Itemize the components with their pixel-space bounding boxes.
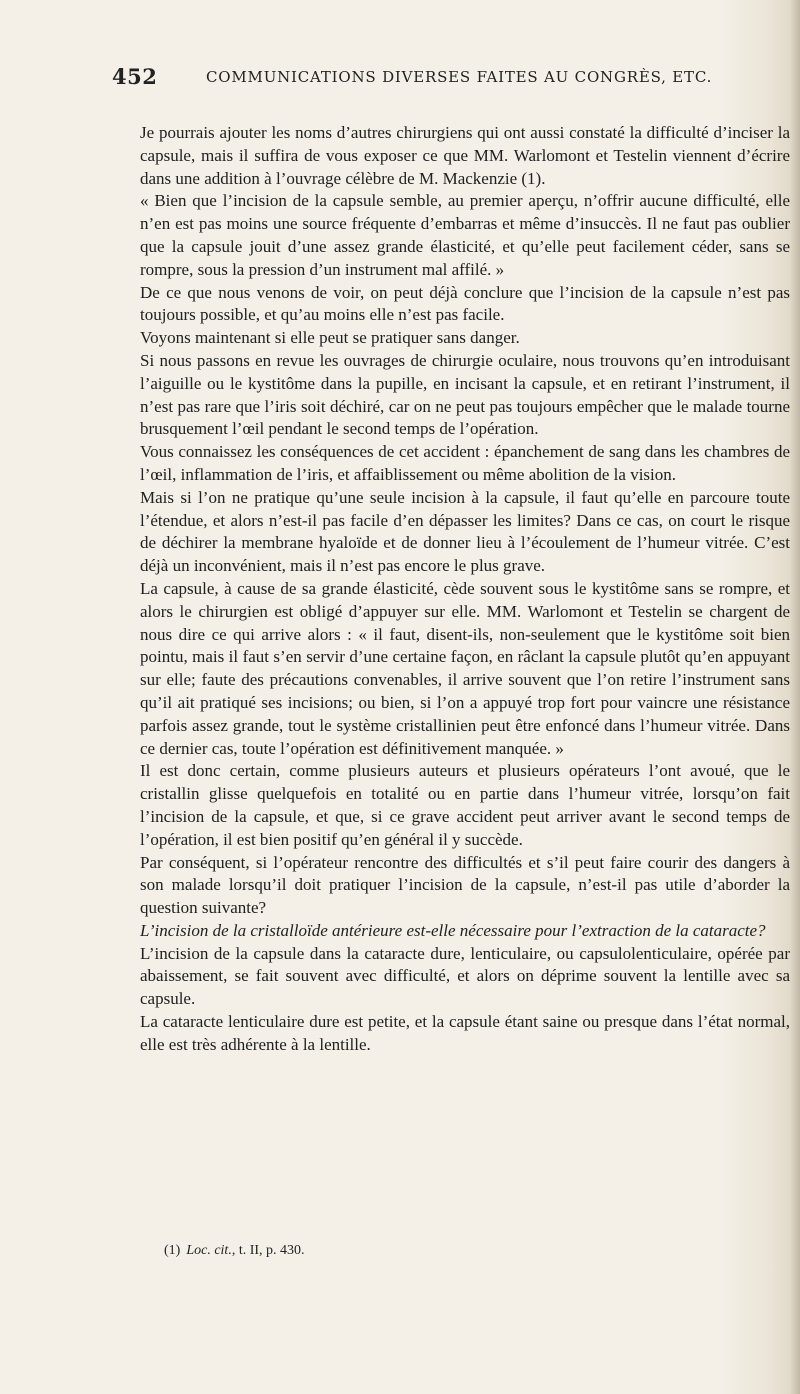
paragraph: L’incision de la capsule dans la cataracte dure, lenticulaire, ou capsulolenticulaire, opérée par abaissement, se fait souvent avec difficulté, et alors on déprime souvent la lentille avec sa capsule. bbox=[140, 943, 790, 1009]
page-edge-shadow bbox=[790, 0, 800, 1394]
paragraph: Mais si l’on ne pratique qu’une seule incision à la capsule, il faut qu’elle en parcoure toute l’étendue, et alors n’est-il pas facile d’en dépasser les limites? Dans ce cas, on court le risque de déchirer la membrane hyaloïde et de donner lieu à l’écoulement de l’humeur vitrée. C’est déjà un inconvénient, mais il n’est pas encore le plus grave. bbox=[140, 487, 790, 576]
paragraph: De ce que nous venons de voir, on peut déjà conclure que l’incision de la capsule n’est pas toujours possible, et qu’au moins elle n’est pas facile. bbox=[140, 282, 790, 325]
section-question: L’incision de la cristalloïde antérieure est-elle nécessaire pour l’extraction de la cataracte? bbox=[140, 920, 766, 940]
footnote-ref: Loc. cit. bbox=[186, 1243, 232, 1258]
body-text bbox=[140, 122, 790, 1057]
footnote-text: , t. II, p. 430. bbox=[231, 1243, 305, 1258]
paragraph: Voyons maintenant si elle peut se pratiquer sans danger. bbox=[140, 328, 520, 348]
running-head: COMMUNICATIONS DIVERSES FAITES AU CONGRÈS, ETC. bbox=[206, 68, 713, 86]
page-header bbox=[112, 64, 713, 92]
footnote bbox=[164, 1243, 305, 1259]
paragraph: Je pourrais ajouter les noms d’autres chirurgiens qui ont aussi constaté la difficulté d’inciser la capsule, mais il suffira de vous exposer ce que MM. Warlomont et Testelin viennent d’écrire dans une addition à l’ouvrage célèbre de M. Mackenzie (1). bbox=[140, 123, 790, 188]
paragraph: « Bien que l’incision de la capsule semble, au premier aperçu, n’offrir aucune difficulté, elle n’en est pas moins une source fréquente d’embarras et même d’insuccès. Il ne faut pas oublier que la capsule jouit d’une assez grande élasticité, et qu’elle peut facilement céder, sans se rompre, sous la pression d’un instrument mal affilé. » bbox=[140, 191, 790, 279]
footnote-mark: (1) bbox=[164, 1243, 181, 1258]
paragraph: La capsule, à cause de sa grande élasticité, cède souvent sous le kystitôme sans se rompre, et alors le chirurgien est obligé d’appuyer sur elle. MM. Warlomont et Testelin se chargent de nous dire ce qui arrive alors : « il faut, disent-ils, non-seulement que le kystitôme soit bien pointu, mais il faut s’en servir d’une certaine façon, en râclant la capsule plutôt qu’en appuyant sur elle; faute des précautions convenables, il arrive souvent que l’on retire l’instrument sans qu’il ait pratiqué ses incisions; ou bien, si l’on a appuyé trop fort pour vaincre une résistance parfois assez grande, tout le système cristallinien peut être enfoncé dans l’humeur vitrée. Dans ce dernier cas, toute l’opération est définitivement manquée. » bbox=[140, 578, 790, 758]
paragraph: Par conséquent, si l’opérateur rencontre des difficultés et s’il peut faire courir des dangers à son malade lorsqu’il doit pratiquer l’incision de la capsule, n’est-il pas utile d’aborder la question suivante? bbox=[140, 852, 790, 918]
paragraph: Vous connaissez les conséquences de cet accident : épanchement de sang dans les chambres de l’œil, inflammation de l’iris, et affaiblissement ou même abolition de la vision. bbox=[140, 442, 790, 484]
paragraph: Il est donc certain, comme plusieurs auteurs et plusieurs opérateurs l’ont avoué, que le cristallin glisse quelquefois en totalité ou en partie dans l’humeur vitrée, lorsqu’on fait l’incision de la capsule, et que, si ce grave accident peut arriver avant le second temps de l’opération, il est bien positif qu’en général il y succède. bbox=[140, 761, 790, 849]
page-number: 452 bbox=[112, 64, 158, 89]
paragraph: La cataracte lenticulaire dure est petite, et la capsule étant saine ou presque dans l’état normal, elle est très adhérente à la lentille. bbox=[140, 1012, 790, 1054]
paragraph: Si nous passons en revue les ouvrages de chirurgie oculaire, nous trouvons qu’en introduisant l’aiguille ou le kystitôme dans la pupille, en incisant la capsule, et en retirant l’instrument, il n’est pas rare que l’iris soit déchiré, car on ne peut pas toujours empêcher que le malade tourne brusquement l’œil pendant le second temps de l’opération. bbox=[140, 350, 790, 439]
